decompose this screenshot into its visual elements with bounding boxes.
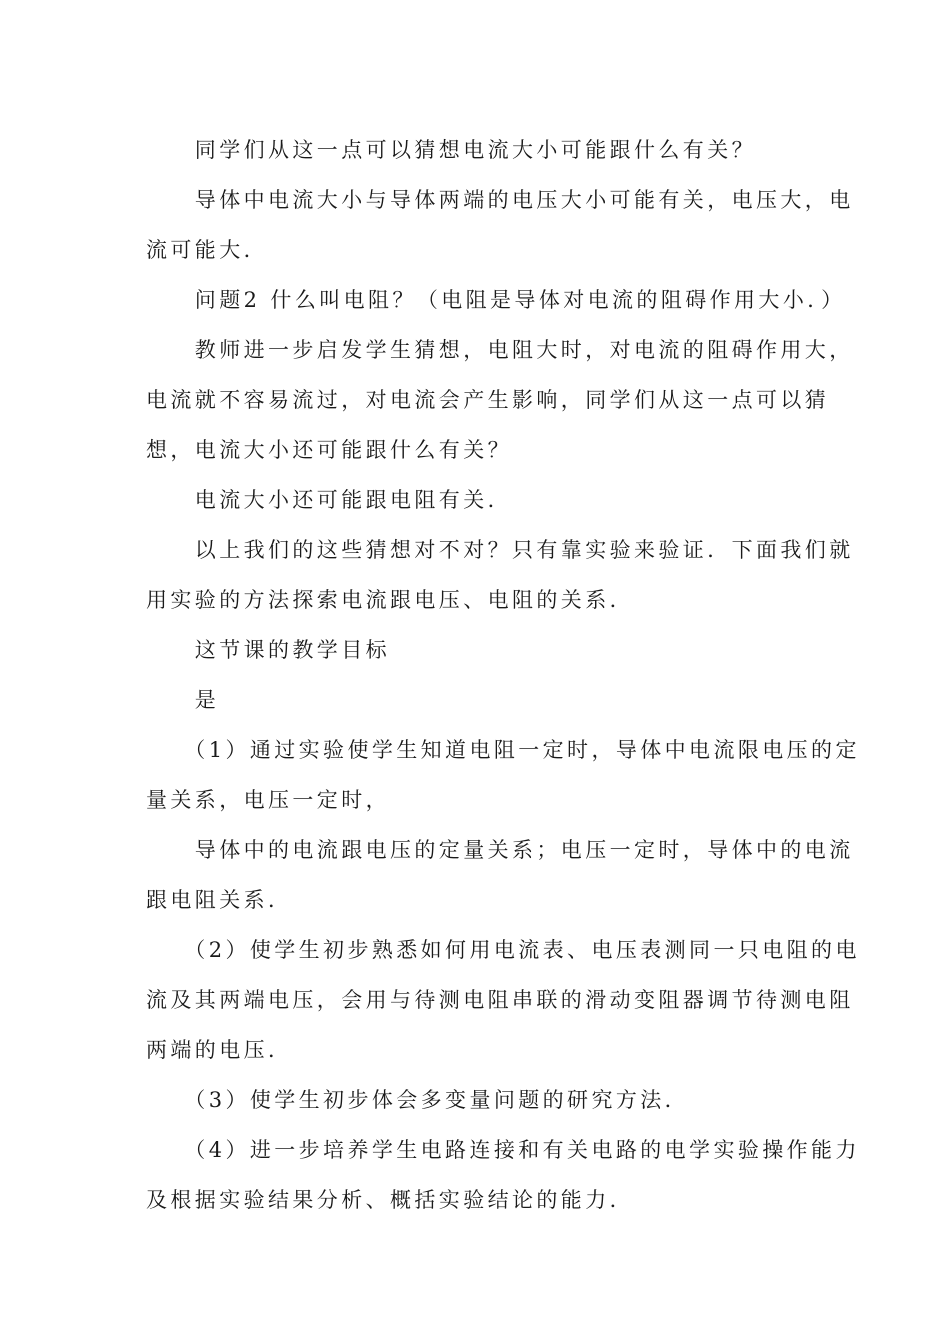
text-line: 用实验的方法探索电流跟电压、电阻的关系．	[146, 588, 634, 612]
paragraph-9	[146, 725, 860, 825]
text-line: 电流就不容易流过，对电流会产生影响，同学们从这一点可以猜	[146, 388, 830, 412]
paragraph-10	[146, 825, 854, 925]
paragraph-2	[146, 175, 854, 275]
text-line: 同学们从这一点可以猜想电流大小可能跟什么有关？	[146, 138, 756, 162]
text-line: （2）使学生初步熟悉如何用电流表、电压表测同一只电阻的电	[146, 938, 860, 962]
text-line: 导体中的电流跟电压的定量关系；电压一定时，导体中的电流	[146, 838, 854, 862]
text-line: 问题2 什么叫电阻？（电阻是导体对电流的阻碍作用大小．）	[146, 288, 846, 312]
text-line: 量关系，电压一定时，	[146, 788, 390, 812]
text-line: 这节课的教学目标	[146, 638, 390, 662]
text-line: 教师进一步启发学生猜想，电阻大时，对电流的阻碍作用大，	[146, 338, 854, 362]
paragraph-5	[146, 475, 810, 525]
paragraph-1	[146, 125, 810, 175]
text-line: 电流大小还可能跟电阻有关．	[146, 488, 512, 512]
text-line: 导体中电流大小与导体两端的电压大小可能有关，电压大，电	[146, 188, 854, 212]
text-line: （4）进一步培养学生电路连接和有关电路的电学实验操作能力	[146, 1138, 860, 1162]
paragraph-13	[146, 1125, 860, 1225]
paragraph-3	[146, 275, 846, 325]
text-line: 跟电阻关系．	[146, 888, 293, 912]
text-line: 流可能大．	[146, 238, 268, 262]
paragraph-11	[146, 925, 860, 1075]
text-line: 是	[146, 688, 220, 712]
text-line: 两端的电压．	[146, 1038, 293, 1062]
text-line: 及根据实验结果分析、概括实验结论的能力．	[146, 1188, 634, 1212]
text-line: 流及其两端电压，会用与待测电阻串联的滑动变阻器调节待测电阻	[146, 988, 854, 1012]
paragraph-7	[146, 625, 810, 675]
text-line: 以上我们的这些猜想对不对？只有靠实验来验证．下面我们就	[146, 538, 854, 562]
paragraph-8	[146, 675, 810, 725]
text-line: （3）使学生初步体会多变量问题的研究方法．	[146, 1088, 690, 1112]
paragraph-12	[146, 1075, 810, 1125]
text-line: 想，电流大小还可能跟什么有关？	[146, 438, 512, 462]
paragraph-4	[146, 325, 854, 475]
text-line: （1）通过实验使学生知道电阻一定时，导体中电流限电压的定	[146, 738, 860, 762]
paragraph-6	[146, 525, 854, 625]
